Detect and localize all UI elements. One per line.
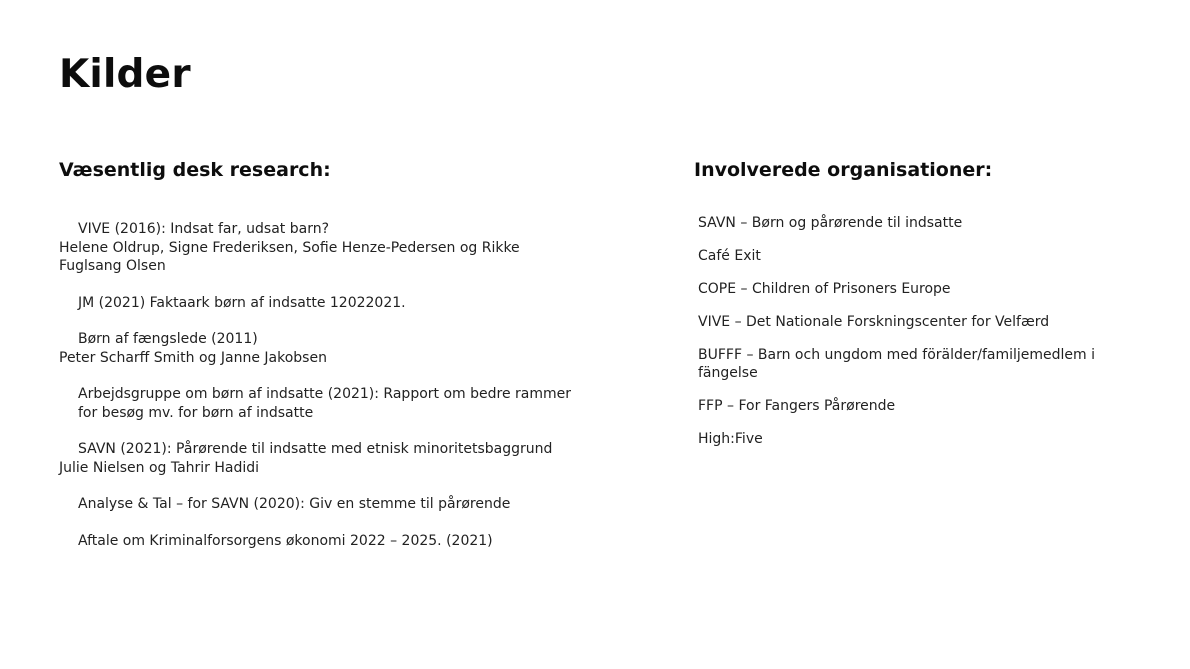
desk-research-column [59, 157, 619, 568]
reference-item [59, 330, 619, 367]
reference-item [59, 532, 619, 551]
reference-item [59, 220, 619, 276]
reference-title: VIVE (2016): Indsat far, udsat barn? [78, 221, 330, 237]
reference-title: Aftale om Kriminalforsorgens økonomi 2022 – 2025. (2021) [78, 532, 493, 549]
reference-title: SAVN (2021): Pårørende til indsatte med etnisk minoritetsbaggrund [78, 441, 553, 457]
reference-item [59, 385, 619, 422]
page-title: Kilder [59, 52, 191, 97]
organisation-item: VIVE – Det Nationale Forskningscenter for Velfærd [698, 314, 1050, 330]
reference-title: Børn af fængslede (2011) [78, 331, 258, 347]
reference-item [59, 440, 619, 477]
organisation-list [698, 214, 1134, 448]
reference-title: JM (2021) Faktaark børn af indsatte 12022021. [78, 294, 406, 311]
reference-title: Analyse & Tal – for SAVN (2020): Giv en stemme til pårørende [78, 496, 511, 512]
reference-authors: Peter Scharff Smith og Janne Jakobsen [59, 349, 327, 366]
reference-authors: Julie Nielsen og Tahrir Hadidi [59, 459, 260, 476]
reference-item [59, 495, 619, 514]
reference-title: Arbejdsgruppe om børn af indsatte (2021): Rapport om bedre rammer for besøg mv. for børn af indsatte [78, 386, 572, 421]
organisation-item: BUFFF – Barn och ungdom med förälder/familjemedlem i fängelse [698, 347, 1096, 381]
organisation-item: COPE – Children of Prisoners Europe [698, 281, 951, 297]
reference-list [59, 220, 619, 550]
reference-authors: Helene Oldrup, Signe Frederiksen, Sofie Henze-Pedersen og Rikke Fuglsang Olsen [59, 239, 520, 274]
organisation-item: High:Five [698, 431, 763, 447]
organisations-heading: Involverede organisationer: [694, 159, 993, 181]
organisation-item: SAVN – Børn og pårørende til indsatte [698, 215, 963, 231]
organisation-item: Café Exit [698, 248, 761, 264]
organisations-column [694, 157, 1134, 463]
desk-research-heading: Væsentlig desk research: [59, 159, 331, 181]
reference-item [59, 294, 619, 313]
organisation-item: FFP – For Fangers Pårørende [698, 398, 896, 414]
